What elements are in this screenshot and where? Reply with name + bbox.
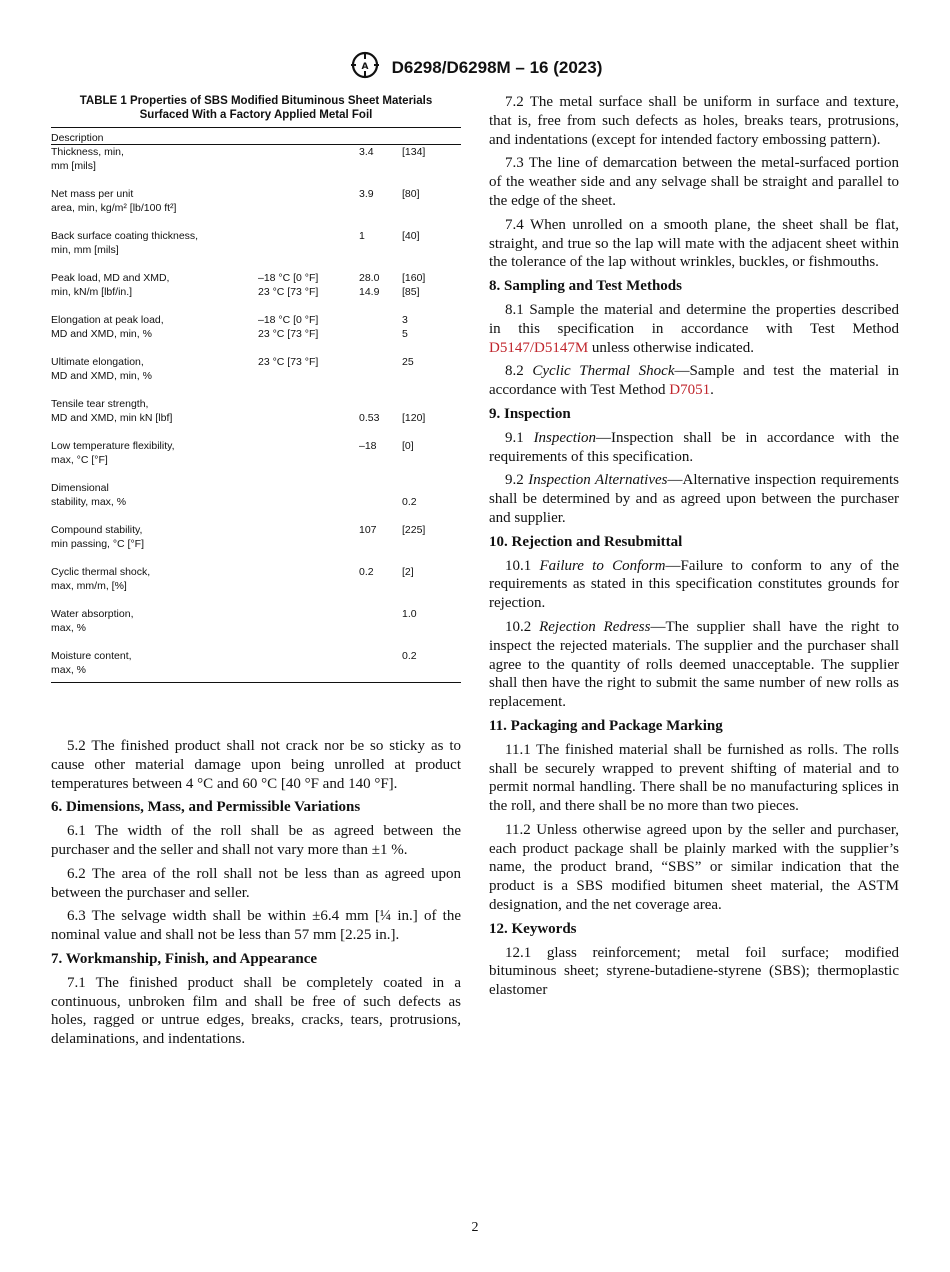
table-cell-line: [258, 565, 359, 579]
table-cell: [51, 313, 258, 355]
table-cell-line: [402, 663, 461, 677]
table-cell-line: [359, 369, 402, 383]
section-7-1: 7.1 The finished product shall be completely coated in a continuous, unbroken film and shall be free of such defects as holes, ragged or untrue edges, breaks, cracks, tears, protrusions, delaminations, and indentations.: [51, 974, 461, 1048]
table-cell: [51, 229, 258, 271]
table-cell-line: [80]: [402, 188, 420, 200]
table-cell-line: [359, 537, 402, 551]
table-cell: [258, 607, 359, 649]
section-8-2-number: 8.2: [505, 363, 524, 380]
table-cell: [51, 565, 258, 607]
table-cell-line: 23 °C [73 °F]: [258, 356, 319, 368]
table-row: [51, 397, 461, 439]
table-cell: [402, 523, 461, 565]
table-cell-line: [402, 481, 461, 495]
section-9-2-text: —Alternative inspection requirements shall be determined by and as agreed upon between the purchaser and supplier.: [489, 472, 899, 526]
section-9-heading: 9. Inspection: [489, 405, 571, 422]
section-8-1-text-end: unless otherwise indicated.: [591, 339, 754, 356]
table-cell-line: [359, 621, 402, 635]
section-11-1: 11.1 The finished material shall be furnished as rolls. The rolls shall be securely wrapped to prevent shifting of material and to permit normal handling. There shall be no manufacturing splices in the roll, and there shall be no more than two pieces.: [489, 741, 899, 815]
table-cell: [258, 229, 359, 271]
table-cell: [258, 649, 359, 682]
table-cell-line: Thickness, min,: [51, 146, 124, 158]
table-row: [51, 313, 461, 355]
section-12-heading: 12. Keywords: [489, 920, 577, 937]
table-cell-line: MD and XMD, min, %: [51, 328, 152, 340]
table-cell-line: min passing, °C [°F]: [51, 538, 145, 550]
section-6-heading: 6. Dimensions, Mass, and Permissible Variations: [51, 799, 361, 816]
section-10-1-title: Failure to Conform: [539, 557, 666, 574]
table-cell-line: max, mm/m, [%]: [51, 580, 127, 592]
table-cell-line: 1: [359, 230, 365, 242]
table-row: [51, 271, 461, 313]
table-cell-line: [258, 523, 359, 537]
table-cell: [51, 439, 258, 481]
table-cell-line: max, %: [51, 622, 87, 634]
section-10-1: [489, 557, 899, 613]
table-cell-line: 3: [402, 314, 408, 326]
table-bottom-rule: [51, 682, 461, 683]
section-11-heading: 11. Packaging and Package Marking: [489, 717, 723, 734]
properties-table: [51, 94, 461, 683]
page-number: 2: [471, 1220, 479, 1235]
section-10-1-number: 10.1: [505, 557, 532, 574]
table-cell-line: [402, 159, 461, 173]
table-cell: [51, 649, 258, 682]
table-cell: [402, 439, 461, 481]
table-cell-line: [359, 243, 402, 257]
table-cell: [402, 355, 461, 397]
table-cell: [51, 145, 258, 187]
table-cell-line: Elongation at peak load,: [51, 314, 164, 326]
section-9-2-title: Inspection Alternatives: [528, 472, 668, 489]
table-cell-line: Compound stability,: [51, 524, 143, 536]
table-cell: [359, 313, 402, 355]
table-cell-line: [258, 579, 359, 593]
table-cell-line: 1.0: [402, 608, 417, 620]
document-designation: D6298/D6298M – 16 (2023): [391, 57, 603, 77]
table-cell-line: max, %: [51, 664, 87, 676]
table-title: [51, 94, 461, 122]
properties-table-body: [51, 145, 461, 682]
section-8-2-text: —Sample and test the material in accordance with Test Method: [489, 363, 900, 399]
table-cell: [51, 481, 258, 523]
section-11-2: 11.2 Unless otherwise agreed upon by the seller and purchaser, each product package shall be plainly marked with the supplier’s name, the product brand, “SBS” or similar indication that the product is a SBS modified bitumen sheet material, the ASTM designation, and the net coverage area.: [489, 821, 899, 914]
table-row: [51, 565, 461, 607]
table-cell-line: [258, 537, 359, 551]
table-cell-line: [359, 495, 402, 509]
table-cell-line: [359, 355, 402, 369]
table-cell-line: [359, 327, 402, 341]
table-cell-line: [258, 145, 359, 159]
table-cell: [402, 271, 461, 313]
table-cell: [402, 607, 461, 649]
table-cell-line: 107: [359, 524, 377, 536]
table-cell: [258, 481, 359, 523]
table-cell-line: [402, 621, 461, 635]
section-10-2-text: —The supplier shall have the right to inspect the rejected materials. The supplier and the purchaser shall agree to the quantity of rolls deemed unacceptable. The supplier shall then have the right to submit the same number of new rolls as replacement.: [489, 618, 899, 711]
table-cell-line: 28.0: [359, 272, 380, 284]
section-8-2-end: .: [710, 382, 714, 399]
table-cell: [258, 145, 359, 187]
table-cell-line: 25: [402, 356, 414, 368]
page-header: [0, 50, 950, 85]
table-cell: [258, 355, 359, 397]
table-cell-line: Back surface coating thickness,: [51, 230, 199, 242]
table-cell: [51, 523, 258, 565]
table-cell: [258, 439, 359, 481]
table-cell-line: [258, 369, 359, 383]
table-cell-line: 23 °C [73 °F]: [258, 286, 319, 298]
table-cell-line: [258, 243, 359, 257]
table-cell: [51, 607, 258, 649]
table-cell-line: 0.53: [359, 412, 380, 424]
table-cell: [51, 397, 258, 439]
section-6-1: 6.1 The width of the roll shall be as agreed between the purchaser and the seller and shall not vary more than ±1 %.: [51, 823, 461, 858]
table-cell: [402, 313, 461, 355]
section-8-2-title: Cyclic Thermal Shock: [532, 363, 675, 380]
table-cell-line: MD and XMD, min, %: [51, 370, 152, 382]
table-cell: [402, 229, 461, 271]
table-cell-line: 23 °C [73 °F]: [258, 328, 319, 340]
table-row: [51, 355, 461, 397]
table-cell-line: [258, 201, 359, 215]
table-cell-line: –18 °C [0 °F]: [258, 314, 319, 326]
table-cell-line: MD and XMD, min kN [lbf]: [51, 412, 173, 424]
table-cell-line: Water absorption,: [51, 608, 134, 620]
table-cell-line: [359, 313, 402, 327]
table-row: [51, 229, 461, 271]
table-cell: [402, 187, 461, 229]
section-10-1-text: —Failure to conform to any of the requirements as stated in this specification constitutes grounds for rejection.: [489, 557, 900, 612]
table-cell: [359, 439, 402, 481]
table-cell-line: 3.9: [359, 188, 374, 200]
table-cell: [402, 481, 461, 523]
svg-text:A: A: [361, 62, 369, 72]
table-cell-line: [258, 621, 359, 635]
table-cell-line: [134]: [402, 146, 426, 158]
table-cell-line: 0.2: [359, 566, 374, 578]
table-cell-line: [359, 453, 402, 467]
table-row: [51, 439, 461, 481]
section-9-1-title: Inspection: [533, 429, 597, 446]
table-cell-line: [359, 663, 402, 677]
table-cell: [402, 649, 461, 682]
table-cell-line: area, min, kg/m² [lb/100 ft²]: [51, 202, 177, 214]
table-cell-line: Moisture content,: [51, 650, 132, 662]
table-cell: [359, 271, 402, 313]
table-cell: [359, 607, 402, 649]
table-cell-line: [359, 579, 402, 593]
table-cell-line: 0.2: [402, 496, 417, 508]
table-row: [51, 607, 461, 649]
table-cell-line: [402, 369, 461, 383]
astm-logo-icon: [348, 50, 382, 85]
table-cell: [258, 397, 359, 439]
table-cell: [359, 523, 402, 565]
table-title-line-2: Surfaced With a Factory Applied Metal Foil: [139, 109, 373, 121]
section-10-2: [489, 618, 899, 712]
table-cell-line: [225]: [402, 524, 426, 536]
table-cell: [258, 187, 359, 229]
table-cell-line: [258, 187, 359, 201]
table-cell-line: –18 °C [0 °F]: [258, 272, 319, 284]
table-cell-line: [402, 243, 461, 257]
section-8-1-text: 8.1 Sample the material and determine the properties described in this specification in accordance with Test Method: [489, 301, 899, 337]
table-cell-line: [258, 439, 359, 453]
table-cell-line: [258, 159, 359, 173]
section-5-2: 5.2 The finished product shall not crack nor be so sticky as to cause other material damage upon being unrolled at product temperatures between 4 °C and 60 °C [40 °F and 140 °F].: [51, 738, 461, 792]
table-cell-line: 0.2: [402, 650, 417, 662]
left-column: [51, 737, 461, 1054]
table-cell-line: mm [mils]: [51, 160, 96, 172]
table-cell-line: Low temperature flexibility,: [51, 440, 175, 452]
table-row: [51, 649, 461, 682]
table-cell: [51, 271, 258, 313]
section-6-2: 6.2 The area of the roll shall not be less than as agreed upon between the purchaser and seller.: [51, 865, 461, 901]
table-cell-line: [120]: [402, 412, 426, 424]
table-cell-line: [402, 201, 461, 215]
section-8-2: [489, 362, 899, 400]
table-cell-line: [359, 481, 402, 495]
table-cell-line: [2]: [402, 566, 414, 578]
table-cell: [359, 145, 402, 187]
table-cell-line: Cyclic thermal shock,: [51, 566, 151, 578]
d7051-link[interactable]: D7051: [669, 382, 711, 399]
table-cell-line: Tensile tear strength,: [51, 398, 149, 410]
section-6-3: 6.3 The selvage width shall be within ±6.4 mm [¼ in.] of the nominal value and shall not be less than 57 mm [2.25 in.].: [51, 908, 461, 944]
table-cell: [402, 145, 461, 187]
table-cell-line: [258, 411, 359, 425]
table-cell-line: Ultimate elongation,: [51, 356, 144, 368]
table-cell-line: max, °C [°F]: [51, 454, 108, 466]
table-cell-line: [402, 579, 461, 593]
table-row: [51, 145, 461, 187]
table-cell: [359, 229, 402, 271]
table-cell: [359, 481, 402, 523]
table-row: [51, 481, 461, 523]
table-cell-line: [258, 481, 359, 495]
table-cell: [359, 649, 402, 682]
section-7-2: 7.2 The metal surface shall be uniform in surface and texture, that is, free from such defects as holes, breaks tears, protrusions, and indentations (except for intended factory embossing pattern).: [489, 94, 899, 148]
table-cell: [359, 565, 402, 607]
table-cell: [359, 397, 402, 439]
section-9-2: [489, 471, 899, 527]
table-cell-line: 5: [402, 328, 408, 340]
d5147-link[interactable]: D5147/D5147M: [489, 339, 589, 356]
table-cell-line: [40]: [402, 230, 420, 242]
table-cell-line: [258, 495, 359, 509]
table-cell-line: Dimensional: [51, 482, 109, 494]
table-cell-line: [258, 397, 359, 411]
table-column-header: Description: [51, 132, 104, 144]
table-cell-line: [359, 397, 402, 411]
table-cell-line: [359, 201, 402, 215]
table-cell-line: [402, 453, 461, 467]
table-cell: [258, 565, 359, 607]
section-9-2-number: 9.2: [505, 472, 524, 489]
table-cell-line: stability, max, %: [51, 496, 127, 508]
section-12-1: 12.1 glass reinforcement; metal foil surface; modified bituminous sheet; styrene-butadiene-styrene (SBS); thermoplastic elastomer: [489, 944, 899, 999]
table-cell-line: [258, 607, 359, 621]
table-cell: [258, 313, 359, 355]
table-cell-line: [402, 537, 461, 551]
table-cell-line: [359, 649, 402, 663]
table-cell-line: Net mass per unit: [51, 188, 134, 200]
table-cell-line: min, mm [mils]: [51, 244, 119, 256]
table-cell: [258, 523, 359, 565]
section-10-2-title: Rejection Redress: [539, 618, 651, 635]
section-8-heading: 8. Sampling and Test Methods: [489, 278, 682, 295]
table-cell-line: [258, 453, 359, 467]
table-cell-line: 3.4: [359, 146, 374, 158]
section-9-1: [489, 429, 899, 467]
table-cell: [51, 355, 258, 397]
section-9-1-number: 9.1: [505, 429, 524, 446]
table-cell-line: [258, 663, 359, 677]
table-cell-line: 14.9: [359, 286, 380, 298]
table-cell-line: [160]: [402, 272, 426, 284]
table-cell-line: [359, 607, 402, 621]
table-cell-line: [85]: [402, 286, 420, 298]
section-9-1-text: —Inspection shall be in accordance with the requirements of this specification.: [489, 429, 899, 465]
table-row: [51, 187, 461, 229]
table-cell-line: [258, 229, 359, 243]
table-cell-line: [359, 159, 402, 173]
table-cell: [51, 187, 258, 229]
section-10-2-number: 10.2: [505, 618, 532, 635]
table-cell: [402, 565, 461, 607]
section-7-heading: 7. Workmanship, Finish, and Appearance: [51, 950, 318, 967]
table-cell-line: Peak load, MD and XMD,: [51, 272, 170, 284]
table-row: [51, 523, 461, 565]
table-cell: [402, 397, 461, 439]
section-10-heading: 10. Rejection and Resubmittal: [489, 533, 683, 550]
table-cell-line: –18: [359, 440, 377, 452]
table-cell-line: [0]: [402, 440, 414, 452]
section-8-1: [489, 301, 899, 357]
section-7-4: 7.4 When unrolled on a smooth plane, the sheet shall be flat, straight, and true so the lap will mate with the adjacent sheet within the tolerance of the lap without wrinkles, buckles, or fishmouths.: [489, 216, 899, 271]
table-title-line-1: TABLE 1 Properties of SBS Modified Bituminous Sheet Materials: [79, 95, 433, 107]
table-cell-line: [258, 649, 359, 663]
table-cell-line: min, kN/m [lbf/in.]: [51, 286, 133, 298]
table-cell-line: [402, 397, 461, 411]
table-cell: [359, 187, 402, 229]
table-cell: [258, 271, 359, 313]
right-column: [489, 93, 899, 1005]
section-7-3: 7.3 The line of demarcation between the metal-surfaced portion of the weather side and any selvage shall be straight and parallel to the edge of the sheet.: [489, 155, 899, 209]
table-cell: [359, 355, 402, 397]
